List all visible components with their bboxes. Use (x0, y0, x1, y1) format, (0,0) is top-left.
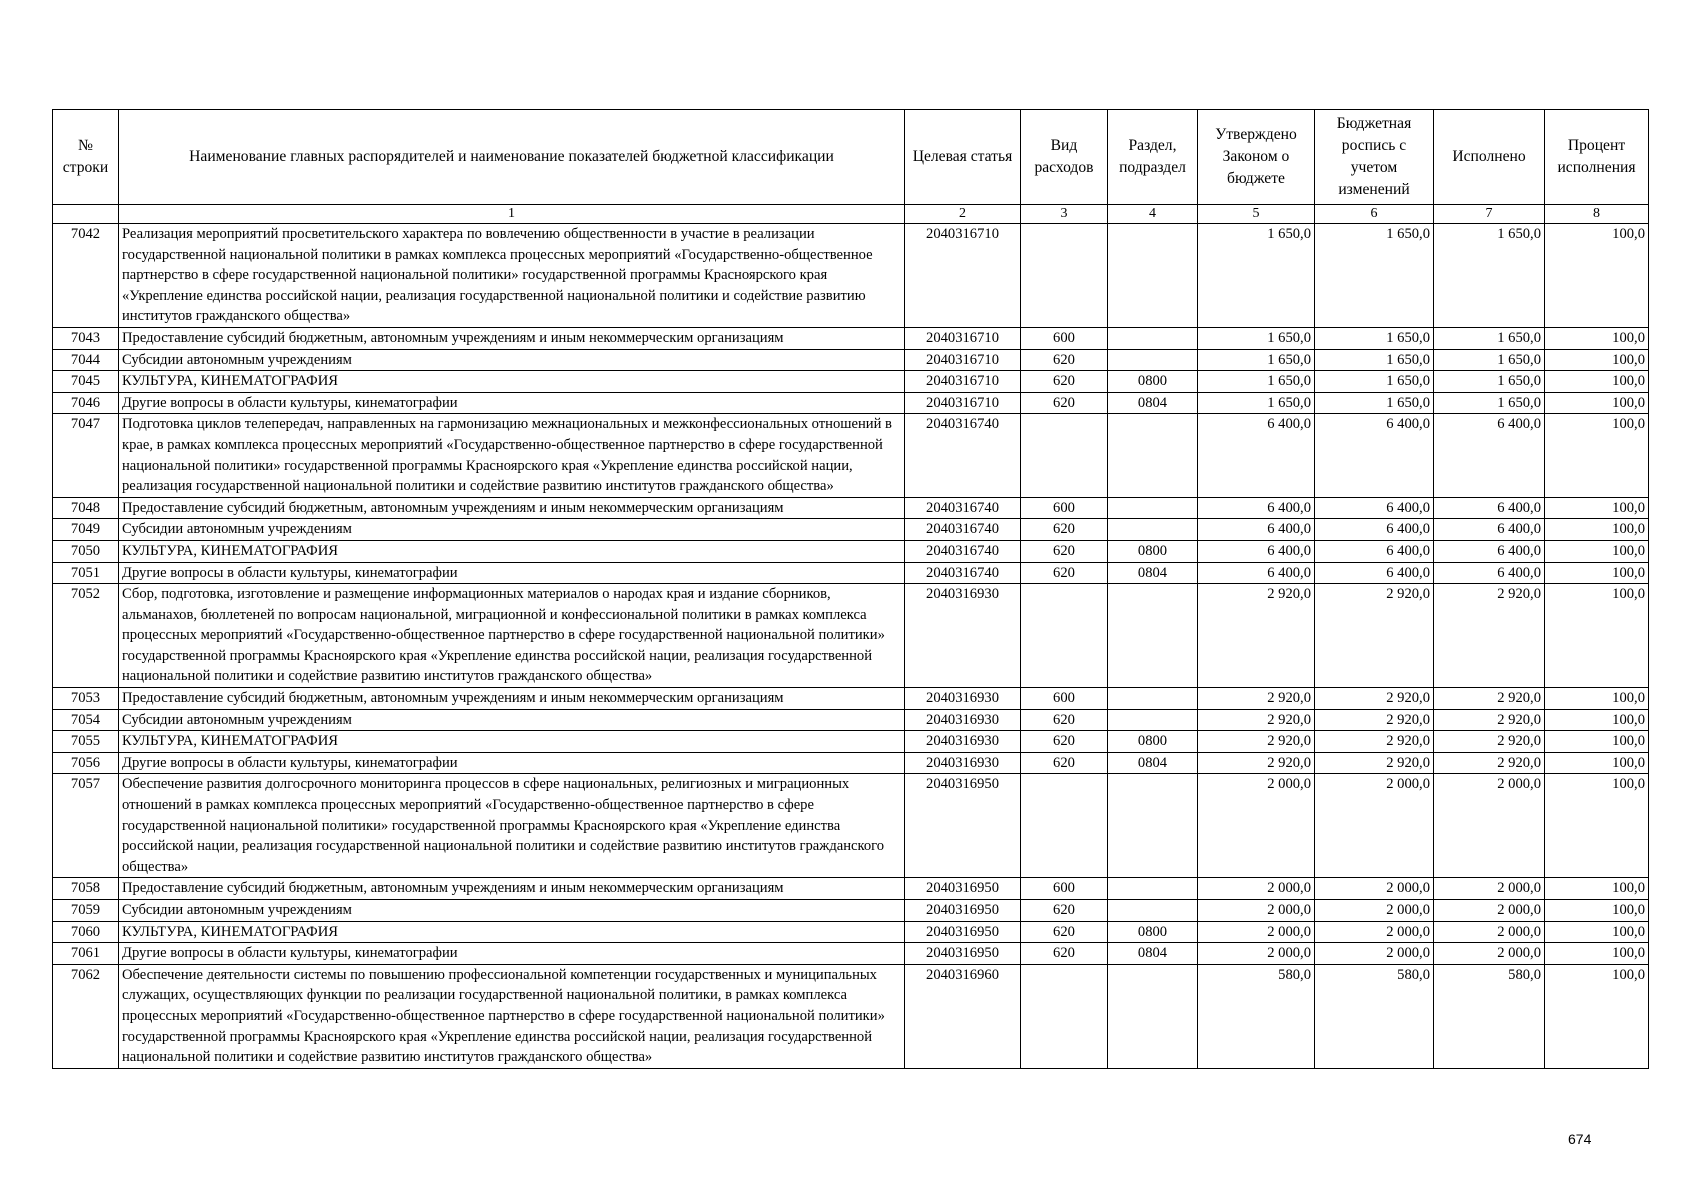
row-percent-cell: 100,0 (1545, 900, 1649, 922)
table-row (53, 774, 1649, 878)
table-row (53, 943, 1649, 965)
row-percent-cell: 100,0 (1545, 327, 1649, 349)
row-name-cell: Субсидии автономным учреждениям (119, 519, 905, 541)
column-numbers-row (53, 205, 1649, 224)
row-target-cell: 2040316710 (905, 349, 1021, 371)
row-target-cell: 2040316950 (905, 878, 1021, 900)
header-approved: Утверждено Законом о бюджете (1198, 110, 1315, 205)
table-row (53, 709, 1649, 731)
header-name: Наименование главных распорядителей и наименование показателей бюджетной классификации (119, 110, 905, 205)
table-row (53, 497, 1649, 519)
row-name-cell: Обеспечение развития долгосрочного мониторинга процессов в сфере национальных, религиозных и миграционных отношений в рамках комплекса процессных мероприятий «Государственно-общественное партнерство в сфере государственной национальной политики» государственной программы Красноярского края «Укрепление единства российской нации, реализация государственной национальной политики и содействие развитию институтов гражданского общества» (119, 774, 905, 878)
row-approved-cell: 2 920,0 (1198, 709, 1315, 731)
row-kind-cell (1021, 774, 1108, 878)
row-percent-cell: 100,0 (1545, 731, 1649, 753)
row-executed-cell: 2 920,0 (1434, 584, 1545, 688)
row-executed-cell: 2 920,0 (1434, 752, 1545, 774)
row-percent-cell: 100,0 (1545, 878, 1649, 900)
row-name-cell: Реализация мероприятий просветительского характера по вовлечению общественности в участие в реализации государственной национальной политики в рамках комплекса процессных мероприятий «Государственно-общественное партнерство в сфере государственной национальной политики» государственной программы Красноярского края «Укрепление единства российской нации, реализация государственной национальной политики и содействие развитию институтов гражданского общества» (119, 224, 905, 328)
row-name-cell: Предоставление субсидий бюджетным, автономным учреждениям и иным некоммерческим организациям (119, 497, 905, 519)
table-row (53, 349, 1649, 371)
table-row (53, 878, 1649, 900)
budget-table (52, 109, 1649, 1069)
row-name-cell: Подготовка циклов телепередач, направленных на гармонизацию межнациональных и межконфессиональных отношений в крае, в рамках комплекса процессных мероприятий «Государственно-общественное партнерство в сфере государственной национальной политики» государственной программы Красноярского края «Укрепление единства российской нации, реализация государственной национальной политики и содействие развитию институтов гражданского общества» (119, 414, 905, 497)
row-executed-cell: 6 400,0 (1434, 540, 1545, 562)
row-name-cell: Обеспечение деятельности системы по повышению профессиональной компетенции государственных и муниципальных служащих, осуществляющих функции по реализации государственной национальной политики, в рамках комплекса процессных мероприятий «Государственно-общественное партнерство в сфере государственной национальной политики» государственной программы Красноярского края «Укрепление единства российской нации, реализация государственной национальной политики и содействие развитию институтов гражданского общества» (119, 964, 905, 1068)
row-target-cell: 2040316740 (905, 497, 1021, 519)
row-section-cell (1108, 497, 1198, 519)
row-section-cell: 0800 (1108, 371, 1198, 393)
row-section-cell (1108, 709, 1198, 731)
row-number-cell: 7049 (53, 519, 119, 541)
row-target-cell: 2040316930 (905, 584, 1021, 688)
row-number-cell: 7058 (53, 878, 119, 900)
row-approved-cell: 2 000,0 (1198, 921, 1315, 943)
row-section-cell: 0800 (1108, 540, 1198, 562)
row-executed-cell: 1 650,0 (1434, 327, 1545, 349)
row-section-cell: 0804 (1108, 392, 1198, 414)
row-approved-cell: 580,0 (1198, 964, 1315, 1068)
row-target-cell: 2040316950 (905, 900, 1021, 922)
row-schedule-cell: 6 400,0 (1315, 540, 1434, 562)
row-section-cell (1108, 688, 1198, 710)
page-number: 674 (1568, 1131, 1592, 1147)
row-section-cell (1108, 774, 1198, 878)
column-number-cell: 8 (1545, 205, 1649, 224)
column-number-cell: 7 (1434, 205, 1545, 224)
row-approved-cell: 2 920,0 (1198, 752, 1315, 774)
row-name-cell: КУЛЬТУРА, КИНЕМАТОГРАФИЯ (119, 731, 905, 753)
table-row (53, 371, 1649, 393)
row-percent-cell: 100,0 (1545, 224, 1649, 328)
table-row (53, 964, 1649, 1068)
table-row (53, 392, 1649, 414)
row-executed-cell: 1 650,0 (1434, 371, 1545, 393)
row-number-cell: 7060 (53, 921, 119, 943)
column-number-cell: 1 (119, 205, 905, 224)
row-number-cell: 7055 (53, 731, 119, 753)
column-number-cell: 3 (1021, 205, 1108, 224)
row-target-cell: 2040316950 (905, 943, 1021, 965)
header-expense-kind: Вид расходов (1021, 110, 1108, 205)
row-kind-cell (1021, 224, 1108, 328)
row-kind-cell (1021, 964, 1108, 1068)
row-kind-cell: 620 (1021, 349, 1108, 371)
row-section-cell (1108, 900, 1198, 922)
row-target-cell: 2040316930 (905, 688, 1021, 710)
row-section-cell (1108, 878, 1198, 900)
row-schedule-cell: 580,0 (1315, 964, 1434, 1068)
header-target-article: Целевая статья (905, 110, 1021, 205)
row-approved-cell: 2 000,0 (1198, 774, 1315, 878)
row-number-cell: 7062 (53, 964, 119, 1068)
row-percent-cell: 100,0 (1545, 392, 1649, 414)
row-schedule-cell: 2 000,0 (1315, 900, 1434, 922)
row-target-cell: 2040316930 (905, 709, 1021, 731)
row-target-cell: 2040316930 (905, 752, 1021, 774)
row-executed-cell: 6 400,0 (1434, 562, 1545, 584)
row-name-cell: Субсидии автономным учреждениям (119, 900, 905, 922)
row-approved-cell: 2 920,0 (1198, 688, 1315, 710)
column-number-cell: 6 (1315, 205, 1434, 224)
row-schedule-cell: 2 920,0 (1315, 731, 1434, 753)
row-executed-cell: 1 650,0 (1434, 224, 1545, 328)
table-row (53, 562, 1649, 584)
row-approved-cell: 2 920,0 (1198, 731, 1315, 753)
row-section-cell (1108, 964, 1198, 1068)
row-section-cell (1108, 519, 1198, 541)
row-section-cell: 0804 (1108, 562, 1198, 584)
row-kind-cell: 620 (1021, 709, 1108, 731)
table-row (53, 900, 1649, 922)
row-number-cell: 7046 (53, 392, 119, 414)
column-number-cell: 2 (905, 205, 1021, 224)
row-kind-cell (1021, 584, 1108, 688)
row-approved-cell: 1 650,0 (1198, 349, 1315, 371)
row-section-cell: 0804 (1108, 943, 1198, 965)
column-number-cell: 4 (1108, 205, 1198, 224)
row-number-cell: 7054 (53, 709, 119, 731)
table-row (53, 731, 1649, 753)
row-section-cell (1108, 349, 1198, 371)
row-target-cell: 2040316710 (905, 224, 1021, 328)
row-executed-cell: 2 920,0 (1434, 731, 1545, 753)
row-schedule-cell: 6 400,0 (1315, 497, 1434, 519)
row-schedule-cell: 1 650,0 (1315, 224, 1434, 328)
row-section-cell (1108, 224, 1198, 328)
row-approved-cell: 6 400,0 (1198, 540, 1315, 562)
row-number-cell: 7044 (53, 349, 119, 371)
row-section-cell: 0800 (1108, 731, 1198, 753)
row-approved-cell: 1 650,0 (1198, 392, 1315, 414)
row-target-cell: 2040316740 (905, 519, 1021, 541)
row-name-cell: Другие вопросы в области культуры, кинематографии (119, 392, 905, 414)
budget-report-page (52, 109, 1648, 1069)
row-executed-cell: 2 000,0 (1434, 878, 1545, 900)
row-approved-cell: 1 650,0 (1198, 327, 1315, 349)
row-kind-cell: 620 (1021, 900, 1108, 922)
row-target-cell: 2040316740 (905, 540, 1021, 562)
row-schedule-cell: 6 400,0 (1315, 562, 1434, 584)
row-executed-cell: 2 000,0 (1434, 900, 1545, 922)
column-number-cell: 5 (1198, 205, 1315, 224)
row-target-cell: 2040316960 (905, 964, 1021, 1068)
row-executed-cell: 2 000,0 (1434, 774, 1545, 878)
row-name-cell: Другие вопросы в области культуры, кинематографии (119, 562, 905, 584)
row-percent-cell: 100,0 (1545, 584, 1649, 688)
header-schedule: Бюджетная роспись с учетом изменений (1315, 110, 1434, 205)
row-executed-cell: 6 400,0 (1434, 414, 1545, 497)
row-name-cell: Предоставление субсидий бюджетным, автономным учреждениям и иным некоммерческим организациям (119, 327, 905, 349)
row-approved-cell: 6 400,0 (1198, 562, 1315, 584)
row-approved-cell: 2 000,0 (1198, 900, 1315, 922)
row-percent-cell: 100,0 (1545, 943, 1649, 965)
row-section-cell (1108, 327, 1198, 349)
row-schedule-cell: 2 000,0 (1315, 878, 1434, 900)
row-kind-cell: 620 (1021, 921, 1108, 943)
table-header-row (53, 110, 1649, 205)
row-approved-cell: 6 400,0 (1198, 519, 1315, 541)
row-number-cell: 7045 (53, 371, 119, 393)
row-percent-cell: 100,0 (1545, 774, 1649, 878)
row-name-cell: Предоставление субсидий бюджетным, автономным учреждениям и иным некоммерческим организациям (119, 878, 905, 900)
row-percent-cell: 100,0 (1545, 562, 1649, 584)
header-row-number: № строки (53, 110, 119, 205)
row-executed-cell: 2 920,0 (1434, 709, 1545, 731)
row-schedule-cell: 1 650,0 (1315, 327, 1434, 349)
table-row (53, 752, 1649, 774)
row-target-cell: 2040316710 (905, 371, 1021, 393)
row-kind-cell: 620 (1021, 540, 1108, 562)
row-schedule-cell: 1 650,0 (1315, 371, 1434, 393)
row-schedule-cell: 1 650,0 (1315, 349, 1434, 371)
row-kind-cell: 620 (1021, 731, 1108, 753)
row-percent-cell: 100,0 (1545, 709, 1649, 731)
row-target-cell: 2040316950 (905, 921, 1021, 943)
row-number-cell: 7043 (53, 327, 119, 349)
row-name-cell: Другие вопросы в области культуры, кинематографии (119, 943, 905, 965)
row-approved-cell: 6 400,0 (1198, 414, 1315, 497)
row-approved-cell: 2 000,0 (1198, 878, 1315, 900)
row-approved-cell: 1 650,0 (1198, 224, 1315, 328)
row-name-cell: Предоставление субсидий бюджетным, автономным учреждениям и иным некоммерческим организациям (119, 688, 905, 710)
header-section: Раздел, подраздел (1108, 110, 1198, 205)
row-number-cell: 7057 (53, 774, 119, 878)
row-kind-cell: 620 (1021, 943, 1108, 965)
row-section-cell: 0800 (1108, 921, 1198, 943)
row-number-cell: 7047 (53, 414, 119, 497)
row-executed-cell: 1 650,0 (1434, 392, 1545, 414)
row-kind-cell: 620 (1021, 392, 1108, 414)
row-schedule-cell: 6 400,0 (1315, 519, 1434, 541)
row-name-cell: Субсидии автономным учреждениям (119, 349, 905, 371)
row-executed-cell: 1 650,0 (1434, 349, 1545, 371)
row-kind-cell: 620 (1021, 371, 1108, 393)
header-executed: Исполнено (1434, 110, 1545, 205)
row-executed-cell: 2 000,0 (1434, 921, 1545, 943)
row-percent-cell: 100,0 (1545, 349, 1649, 371)
column-number-cell (53, 205, 119, 224)
table-row (53, 414, 1649, 497)
row-kind-cell: 600 (1021, 327, 1108, 349)
row-section-cell (1108, 414, 1198, 497)
row-schedule-cell: 6 400,0 (1315, 414, 1434, 497)
row-name-cell: КУЛЬТУРА, КИНЕМАТОГРАФИЯ (119, 921, 905, 943)
row-number-cell: 7050 (53, 540, 119, 562)
row-target-cell: 2040316930 (905, 731, 1021, 753)
row-percent-cell: 100,0 (1545, 688, 1649, 710)
row-executed-cell: 6 400,0 (1434, 519, 1545, 541)
table-row (53, 688, 1649, 710)
row-number-cell: 7056 (53, 752, 119, 774)
row-executed-cell: 6 400,0 (1434, 497, 1545, 519)
row-number-cell: 7042 (53, 224, 119, 328)
row-schedule-cell: 2 920,0 (1315, 584, 1434, 688)
row-schedule-cell: 2 000,0 (1315, 921, 1434, 943)
row-number-cell: 7051 (53, 562, 119, 584)
row-executed-cell: 580,0 (1434, 964, 1545, 1068)
row-name-cell: КУЛЬТУРА, КИНЕМАТОГРАФИЯ (119, 540, 905, 562)
row-schedule-cell: 2 000,0 (1315, 943, 1434, 965)
row-name-cell: КУЛЬТУРА, КИНЕМАТОГРАФИЯ (119, 371, 905, 393)
row-kind-cell (1021, 414, 1108, 497)
row-number-cell: 7052 (53, 584, 119, 688)
row-percent-cell: 100,0 (1545, 371, 1649, 393)
row-executed-cell: 2 920,0 (1434, 688, 1545, 710)
row-target-cell: 2040316740 (905, 562, 1021, 584)
row-section-cell (1108, 584, 1198, 688)
row-target-cell: 2040316740 (905, 414, 1021, 497)
row-kind-cell: 620 (1021, 562, 1108, 584)
row-approved-cell: 2 000,0 (1198, 943, 1315, 965)
row-target-cell: 2040316710 (905, 327, 1021, 349)
row-kind-cell: 620 (1021, 519, 1108, 541)
row-target-cell: 2040316710 (905, 392, 1021, 414)
header-percent: Процент исполнения (1545, 110, 1649, 205)
row-percent-cell: 100,0 (1545, 414, 1649, 497)
row-number-cell: 7053 (53, 688, 119, 710)
row-kind-cell: 600 (1021, 688, 1108, 710)
row-approved-cell: 6 400,0 (1198, 497, 1315, 519)
row-number-cell: 7048 (53, 497, 119, 519)
row-percent-cell: 100,0 (1545, 540, 1649, 562)
table-row (53, 224, 1649, 328)
row-name-cell: Сбор, подготовка, изготовление и размещение информационных материалов о народах края и издание сборников, альманахов, бюллетеней по вопросам национальной, миграционной и конфессиональной политики в рамках комплекса процессных мероприятий «Государственно-общественное партнерство в сфере государственной национальной политики» государственной программы Красноярского края «Укрепление единства российской нации, реализация государственной национальной политики и содействие развитию институтов гражданского общества» (119, 584, 905, 688)
row-number-cell: 7061 (53, 943, 119, 965)
row-number-cell: 7059 (53, 900, 119, 922)
table-body (53, 224, 1649, 1069)
row-schedule-cell: 2 000,0 (1315, 774, 1434, 878)
row-target-cell: 2040316950 (905, 774, 1021, 878)
row-percent-cell: 100,0 (1545, 519, 1649, 541)
table-row (53, 519, 1649, 541)
table-row (53, 921, 1649, 943)
table-row (53, 584, 1649, 688)
row-percent-cell: 100,0 (1545, 964, 1649, 1068)
row-name-cell: Субсидии автономным учреждениям (119, 709, 905, 731)
table-row (53, 327, 1649, 349)
row-kind-cell: 600 (1021, 497, 1108, 519)
row-name-cell: Другие вопросы в области культуры, кинематографии (119, 752, 905, 774)
row-percent-cell: 100,0 (1545, 497, 1649, 519)
row-schedule-cell: 2 920,0 (1315, 688, 1434, 710)
table-row (53, 540, 1649, 562)
row-kind-cell: 600 (1021, 878, 1108, 900)
row-schedule-cell: 2 920,0 (1315, 709, 1434, 731)
row-approved-cell: 2 920,0 (1198, 584, 1315, 688)
row-approved-cell: 1 650,0 (1198, 371, 1315, 393)
row-section-cell: 0804 (1108, 752, 1198, 774)
row-executed-cell: 2 000,0 (1434, 943, 1545, 965)
row-percent-cell: 100,0 (1545, 752, 1649, 774)
row-percent-cell: 100,0 (1545, 921, 1649, 943)
row-schedule-cell: 2 920,0 (1315, 752, 1434, 774)
row-schedule-cell: 1 650,0 (1315, 392, 1434, 414)
row-kind-cell: 620 (1021, 752, 1108, 774)
